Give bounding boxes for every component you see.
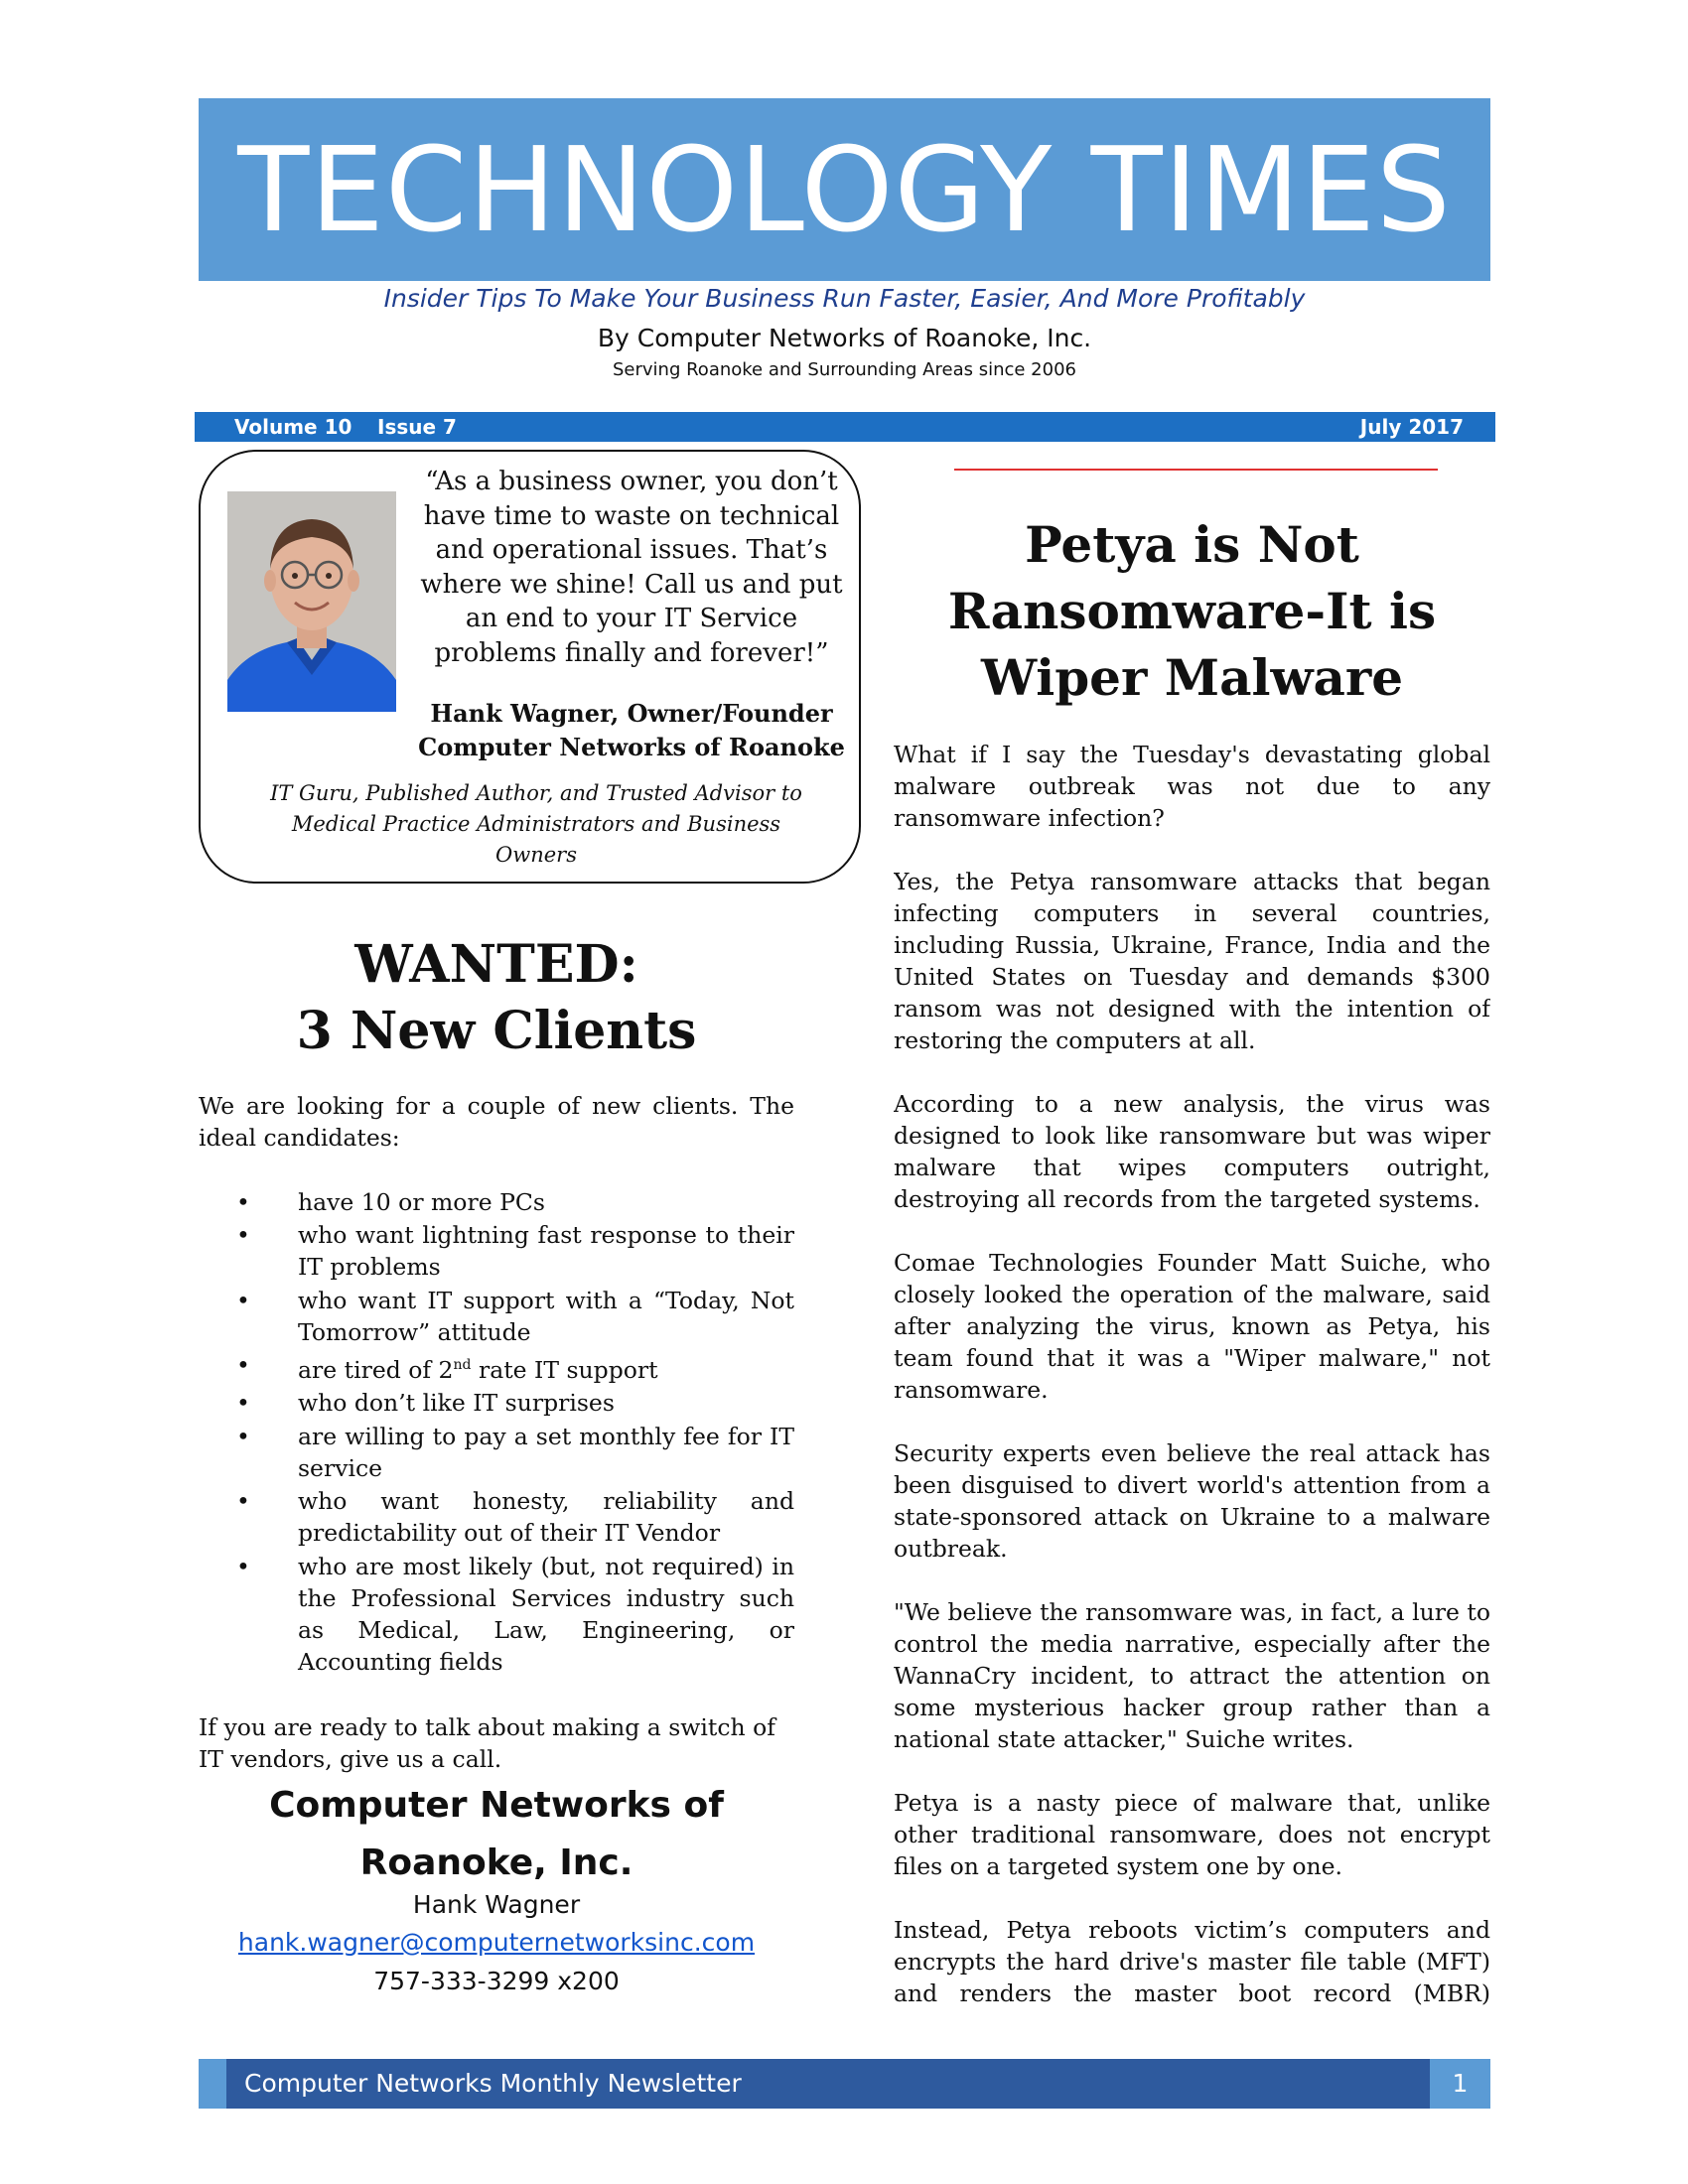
issue-volume: Volume 10 [234, 415, 352, 439]
owner-description: IT Guru, Published Author, and Trusted Advisor to Medical Practice Administrators and Business Owners [270, 781, 802, 867]
tagline: Insider Tips To Make Your Business Run Faster, Easier, And More Profitably [383, 284, 1306, 313]
wanted-heading-line2: 3 New Clients [296, 1001, 697, 1061]
article-paragraph: What if I say the Tuesday's devastating global malware outbreak was not due to any ransomware infection? [894, 741, 1490, 832]
list-item [199, 1551, 794, 1678]
list-item-text-sup: nd [453, 1357, 472, 1374]
article-title-line2: Ransomware-It is [947, 582, 1437, 640]
wanted-outro: If you are ready to talk about making a switch of IT vendors, give us a call. [199, 1713, 775, 1773]
list-item-text: who want honesty, reliability and predictability out of their IT Vendor [298, 1487, 794, 1548]
list-item-text: are willing to pay a set monthly fee for IT service [298, 1422, 794, 1482]
company-name-line2: Roanoke, Inc. [359, 1843, 633, 1883]
bullet-icon: • [236, 1188, 250, 1216]
article-paragraph: Yes, the Petya ransomware attacks that began infecting computers in several countries, including Russia, Ukraine, France, India and the United States on Tuesday and demands $300 ransom was not designed with the intention of restoring the computers at all. [894, 868, 1490, 1054]
bullet-icon: • [236, 1552, 250, 1580]
serving-area-note: Serving Roanoke and Surrounding Areas since 2006 [613, 359, 1076, 380]
article-body [894, 739, 1490, 2011]
list-item-text: who want lightning fast response to their IT problems [298, 1221, 794, 1282]
article-divider-rule [954, 469, 1438, 471]
issue-number: Issue 7 [377, 415, 457, 439]
article-title-line1: Petya is Not [1025, 515, 1359, 574]
bullet-icon: • [236, 1389, 250, 1418]
list-item-text-post: rate IT support [471, 1356, 658, 1384]
issue-date: July 2017 [1359, 415, 1464, 439]
contact-email-link[interactable]: hank.wagner@computernetworksinc.com [237, 1928, 756, 1957]
newsletter-title: TECHNOLOGY TIMES [237, 121, 1452, 258]
list-item [199, 1186, 794, 1218]
article-paragraph: Petya is a nasty piece of malware that, unlike other traditional ransomware, does not encrypt files on a targeted system one by one. [894, 1789, 1490, 1880]
bullet-icon: • [236, 1351, 250, 1380]
bullet-icon: • [236, 1487, 250, 1516]
list-item [199, 1285, 794, 1348]
owner-signature [409, 697, 854, 764]
article-title-line3: Wiper Malware [980, 648, 1404, 707]
owner-portrait-illustration [227, 491, 396, 712]
list-item [199, 1219, 794, 1283]
bullet-icon: • [236, 1286, 250, 1314]
list-item-text: who don’t like IT surprises [298, 1389, 615, 1418]
owner-company: Computer Networks of Roanoke [418, 733, 845, 761]
list-item-text: who want IT support with a “Today, Not Tomorrow” attitude [298, 1286, 794, 1346]
bullet-icon: • [236, 1422, 250, 1450]
list-item-text: who are most likely (but, not required) in the Professional Services industry such as Medical, Law, Engineering, or Accounting fields [298, 1552, 794, 1676]
wanted-heading [199, 931, 794, 1064]
company-name-line1: Computer Networks of [269, 1785, 724, 1826]
contact-phone: 757-333-3299 x200 [373, 1967, 620, 1995]
owner-quote: “As a business owner, you don’t have time to waste on technical and operational issues. That’s where we shine! Call us and put an end to your IT Service problems finally and forever!” [420, 467, 843, 668]
masthead-banner [199, 98, 1490, 281]
company-name [199, 1777, 794, 1892]
wanted-heading-line1: WANTED: [354, 934, 638, 995]
article-paragraph: According to a new analysis, the virus was designed to look like ransomware but was wiper malware that wipes computers outright, destroying all records from the targeted systems. [894, 1090, 1490, 1213]
footer-accent [199, 2059, 226, 2109]
owner-name-title: Hank Wagner, Owner/Founder [430, 699, 833, 728]
article-paragraph: Comae Technologies Founder Matt Suiche, who closely looked the operation of the malware, said after analyzing the virus, known as Petya, his team found that it was a "Wiper malware," not ransomware. [894, 1249, 1490, 1404]
byline: By Computer Networks of Roanoke, Inc. [597, 324, 1092, 352]
list-item [199, 1349, 794, 1386]
list-item-text: have 10 or more PCs [298, 1188, 545, 1216]
article-paragraph: "We believe the ransomware was, in fact, a lure to control the media narrative, especially after the WannaCry incident, to attract the attention on some mysterious hacker group rather than a national state attacker," Suiche writes. [894, 1598, 1490, 1753]
footer-newsletter-name: Computer Networks Monthly Newsletter [244, 2069, 742, 2098]
list-item [199, 1387, 794, 1419]
article-paragraph: Instead, Petya reboots victim’s computers and encrypts the hard drive's master file table (MFT) and renders the master boot record (MBR) [894, 1916, 1490, 2007]
list-item [199, 1485, 794, 1549]
page-number: 1 [1430, 2059, 1490, 2109]
owner-photo [227, 491, 396, 712]
list-item-text-pre: are tired of 2 [298, 1356, 454, 1384]
bullet-icon: • [236, 1221, 250, 1250]
issue-bar [195, 412, 1495, 442]
article-title [894, 511, 1490, 711]
article-paragraph: Security experts even believe the real attack has been disguised to divert world's attention from a state-sponsored attack on Ukraine to a malware outbreak. [894, 1439, 1490, 1563]
wanted-intro: We are looking for a couple of new clients. The ideal candidates: [199, 1092, 794, 1152]
candidate-criteria-list [199, 1186, 794, 1679]
contact-name: Hank Wagner [412, 1890, 581, 1919]
list-item [199, 1421, 794, 1484]
